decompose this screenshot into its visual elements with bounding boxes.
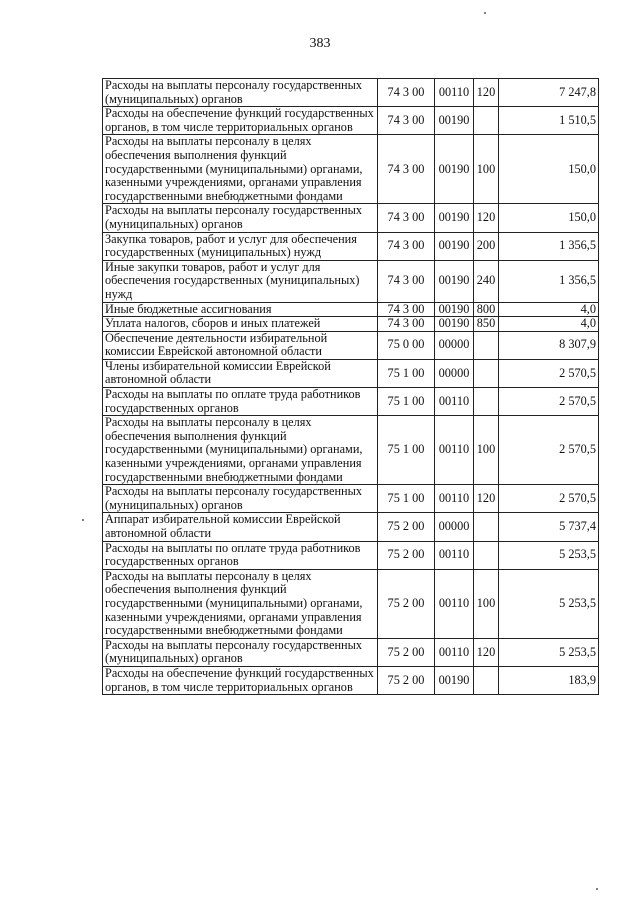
direction-code-cell: 00000 — [435, 513, 474, 541]
expense-name-cell: Уплата налогов, сборов и иных платежей — [103, 317, 378, 332]
budget-table — [102, 78, 599, 695]
expense-type-cell: 120 — [474, 204, 499, 232]
table-row — [103, 232, 599, 260]
expense-type-cell: 100 — [474, 135, 499, 204]
target-article-cell: 75 0 00 — [378, 331, 435, 359]
target-article-cell: 75 1 00 — [378, 359, 435, 387]
direction-code-cell: 00190 — [435, 317, 474, 332]
page-number: 383 — [309, 36, 331, 51]
amount-cell: 8 307,9 — [499, 331, 599, 359]
expense-type-cell — [474, 388, 499, 416]
direction-code-cell: 00190 — [435, 232, 474, 260]
amount-cell: 5 737,4 — [499, 513, 599, 541]
amount-cell: 150,0 — [499, 204, 599, 232]
direction-code-cell: 00110 — [435, 79, 474, 107]
scan-speck — [484, 12, 486, 14]
amount-cell: 1 356,5 — [499, 260, 599, 302]
expense-name-cell: Члены избирательной комиссии Еврейской автономной области — [103, 359, 378, 387]
amount-cell: 1 510,5 — [499, 107, 599, 135]
table-row — [103, 302, 599, 317]
expense-type-cell: 800 — [474, 302, 499, 317]
expense-name-cell: Обеспечение деятельности избирательной комиссии Еврейской автономной области — [103, 331, 378, 359]
expense-name-cell: Расходы на выплаты по оплате труда работников государственных органов — [103, 388, 378, 416]
direction-code-cell: 00190 — [435, 260, 474, 302]
table-row — [103, 416, 599, 485]
direction-code-cell: 00190 — [435, 666, 474, 694]
direction-code-cell: 00190 — [435, 302, 474, 317]
table-row — [103, 513, 599, 541]
direction-code-cell: 00110 — [435, 388, 474, 416]
target-article-cell: 74 3 00 — [378, 135, 435, 204]
expense-name-cell: Расходы на выплаты персоналу государственных (муниципальных) органов — [103, 204, 378, 232]
target-article-cell: 74 3 00 — [378, 204, 435, 232]
table-row — [103, 666, 599, 694]
target-article-cell: 75 2 00 — [378, 569, 435, 638]
expense-type-cell: 120 — [474, 79, 499, 107]
amount-cell: 1 356,5 — [499, 232, 599, 260]
amount-cell: 5 253,5 — [499, 569, 599, 638]
table-row — [103, 204, 599, 232]
scan-speck — [82, 519, 84, 521]
target-article-cell: 75 2 00 — [378, 513, 435, 541]
target-article-cell: 74 3 00 — [378, 107, 435, 135]
expense-type-cell — [474, 359, 499, 387]
expense-name-cell: Расходы на выплаты по оплате труда работников государственных органов — [103, 541, 378, 569]
scan-speck — [596, 888, 598, 890]
target-article-cell: 74 3 00 — [378, 317, 435, 332]
expense-name-cell: Расходы на выплаты персоналу государственных (муниципальных) органов — [103, 485, 378, 513]
target-article-cell: 74 3 00 — [378, 302, 435, 317]
direction-code-cell: 00000 — [435, 331, 474, 359]
amount-cell: 183,9 — [499, 666, 599, 694]
expense-name-cell: Расходы на выплаты персоналу государственных (муниципальных) органов — [103, 638, 378, 666]
table-row — [103, 107, 599, 135]
expense-type-cell — [474, 107, 499, 135]
expense-type-cell: 120 — [474, 485, 499, 513]
expense-name-cell: Расходы на выплаты персоналу в целях обеспечения выполнения функций государственными (муниципальными) органами, казенными учреждениями, органами управления государственными внебюджетными фондами — [103, 135, 378, 204]
table-row — [103, 485, 599, 513]
expense-name-cell: Расходы на обеспечение функций государственных органов, в том числе территориальных органов — [103, 666, 378, 694]
direction-code-cell: 00190 — [435, 107, 474, 135]
target-article-cell: 74 3 00 — [378, 79, 435, 107]
expense-name-cell: Аппарат избирательной комиссии Еврейской автономной области — [103, 513, 378, 541]
expense-type-cell: 100 — [474, 569, 499, 638]
expense-type-cell: 120 — [474, 638, 499, 666]
expense-type-cell: 240 — [474, 260, 499, 302]
target-article-cell: 75 2 00 — [378, 638, 435, 666]
table-row — [103, 79, 599, 107]
table-row — [103, 359, 599, 387]
target-article-cell: 75 1 00 — [378, 416, 435, 485]
amount-cell: 4,0 — [499, 302, 599, 317]
target-article-cell: 75 2 00 — [378, 666, 435, 694]
amount-cell: 2 570,5 — [499, 485, 599, 513]
target-article-cell: 74 3 00 — [378, 232, 435, 260]
table-row — [103, 638, 599, 666]
expense-name-cell: Иные закупки товаров, работ и услуг для обеспечения государственных (муниципальных) нужд — [103, 260, 378, 302]
expense-type-cell: 100 — [474, 416, 499, 485]
budget-table-body — [103, 79, 599, 695]
expense-name-cell: Расходы на обеспечение функций государственных органов, в том числе территориальных органов — [103, 107, 378, 135]
expense-name-cell: Расходы на выплаты персоналу в целях обеспечения выполнения функций государственными (муниципальными) органами, казенными учреждениями, органами управления государственными внебюджетными фондами — [103, 416, 378, 485]
expense-type-cell: 850 — [474, 317, 499, 332]
table-row — [103, 135, 599, 204]
target-article-cell: 74 3 00 — [378, 260, 435, 302]
table-row — [103, 541, 599, 569]
table-row — [103, 317, 599, 332]
amount-cell: 2 570,5 — [499, 388, 599, 416]
direction-code-cell: 00190 — [435, 135, 474, 204]
expense-type-cell — [474, 666, 499, 694]
direction-code-cell: 00110 — [435, 638, 474, 666]
expense-type-cell: 200 — [474, 232, 499, 260]
amount-cell: 4,0 — [499, 317, 599, 332]
table-row — [103, 569, 599, 638]
expense-type-cell — [474, 331, 499, 359]
table-row — [103, 388, 599, 416]
table-row — [103, 260, 599, 302]
direction-code-cell: 00190 — [435, 204, 474, 232]
table-row — [103, 331, 599, 359]
amount-cell: 2 570,5 — [499, 359, 599, 387]
direction-code-cell: 00110 — [435, 485, 474, 513]
expense-type-cell — [474, 541, 499, 569]
expense-type-cell — [474, 513, 499, 541]
direction-code-cell: 00110 — [435, 541, 474, 569]
target-article-cell: 75 2 00 — [378, 541, 435, 569]
direction-code-cell: 00110 — [435, 569, 474, 638]
amount-cell: 7 247,8 — [499, 79, 599, 107]
target-article-cell: 75 1 00 — [378, 485, 435, 513]
expense-name-cell: Закупка товаров, работ и услуг для обеспечения государственных (муниципальных) нужд — [103, 232, 378, 260]
amount-cell: 5 253,5 — [499, 638, 599, 666]
expense-name-cell: Расходы на выплаты персоналу в целях обеспечения выполнения функций государственными (муниципальными) органами, казенными учреждениями, органами управления государственными внебюджетными фондами — [103, 569, 378, 638]
direction-code-cell: 00110 — [435, 416, 474, 485]
amount-cell: 5 253,5 — [499, 541, 599, 569]
target-article-cell: 75 1 00 — [378, 388, 435, 416]
amount-cell: 150,0 — [499, 135, 599, 204]
expense-name-cell: Иные бюджетные ассигнования — [103, 302, 378, 317]
amount-cell: 2 570,5 — [499, 416, 599, 485]
direction-code-cell: 00000 — [435, 359, 474, 387]
expense-name-cell: Расходы на выплаты персоналу государственных (муниципальных) органов — [103, 79, 378, 107]
